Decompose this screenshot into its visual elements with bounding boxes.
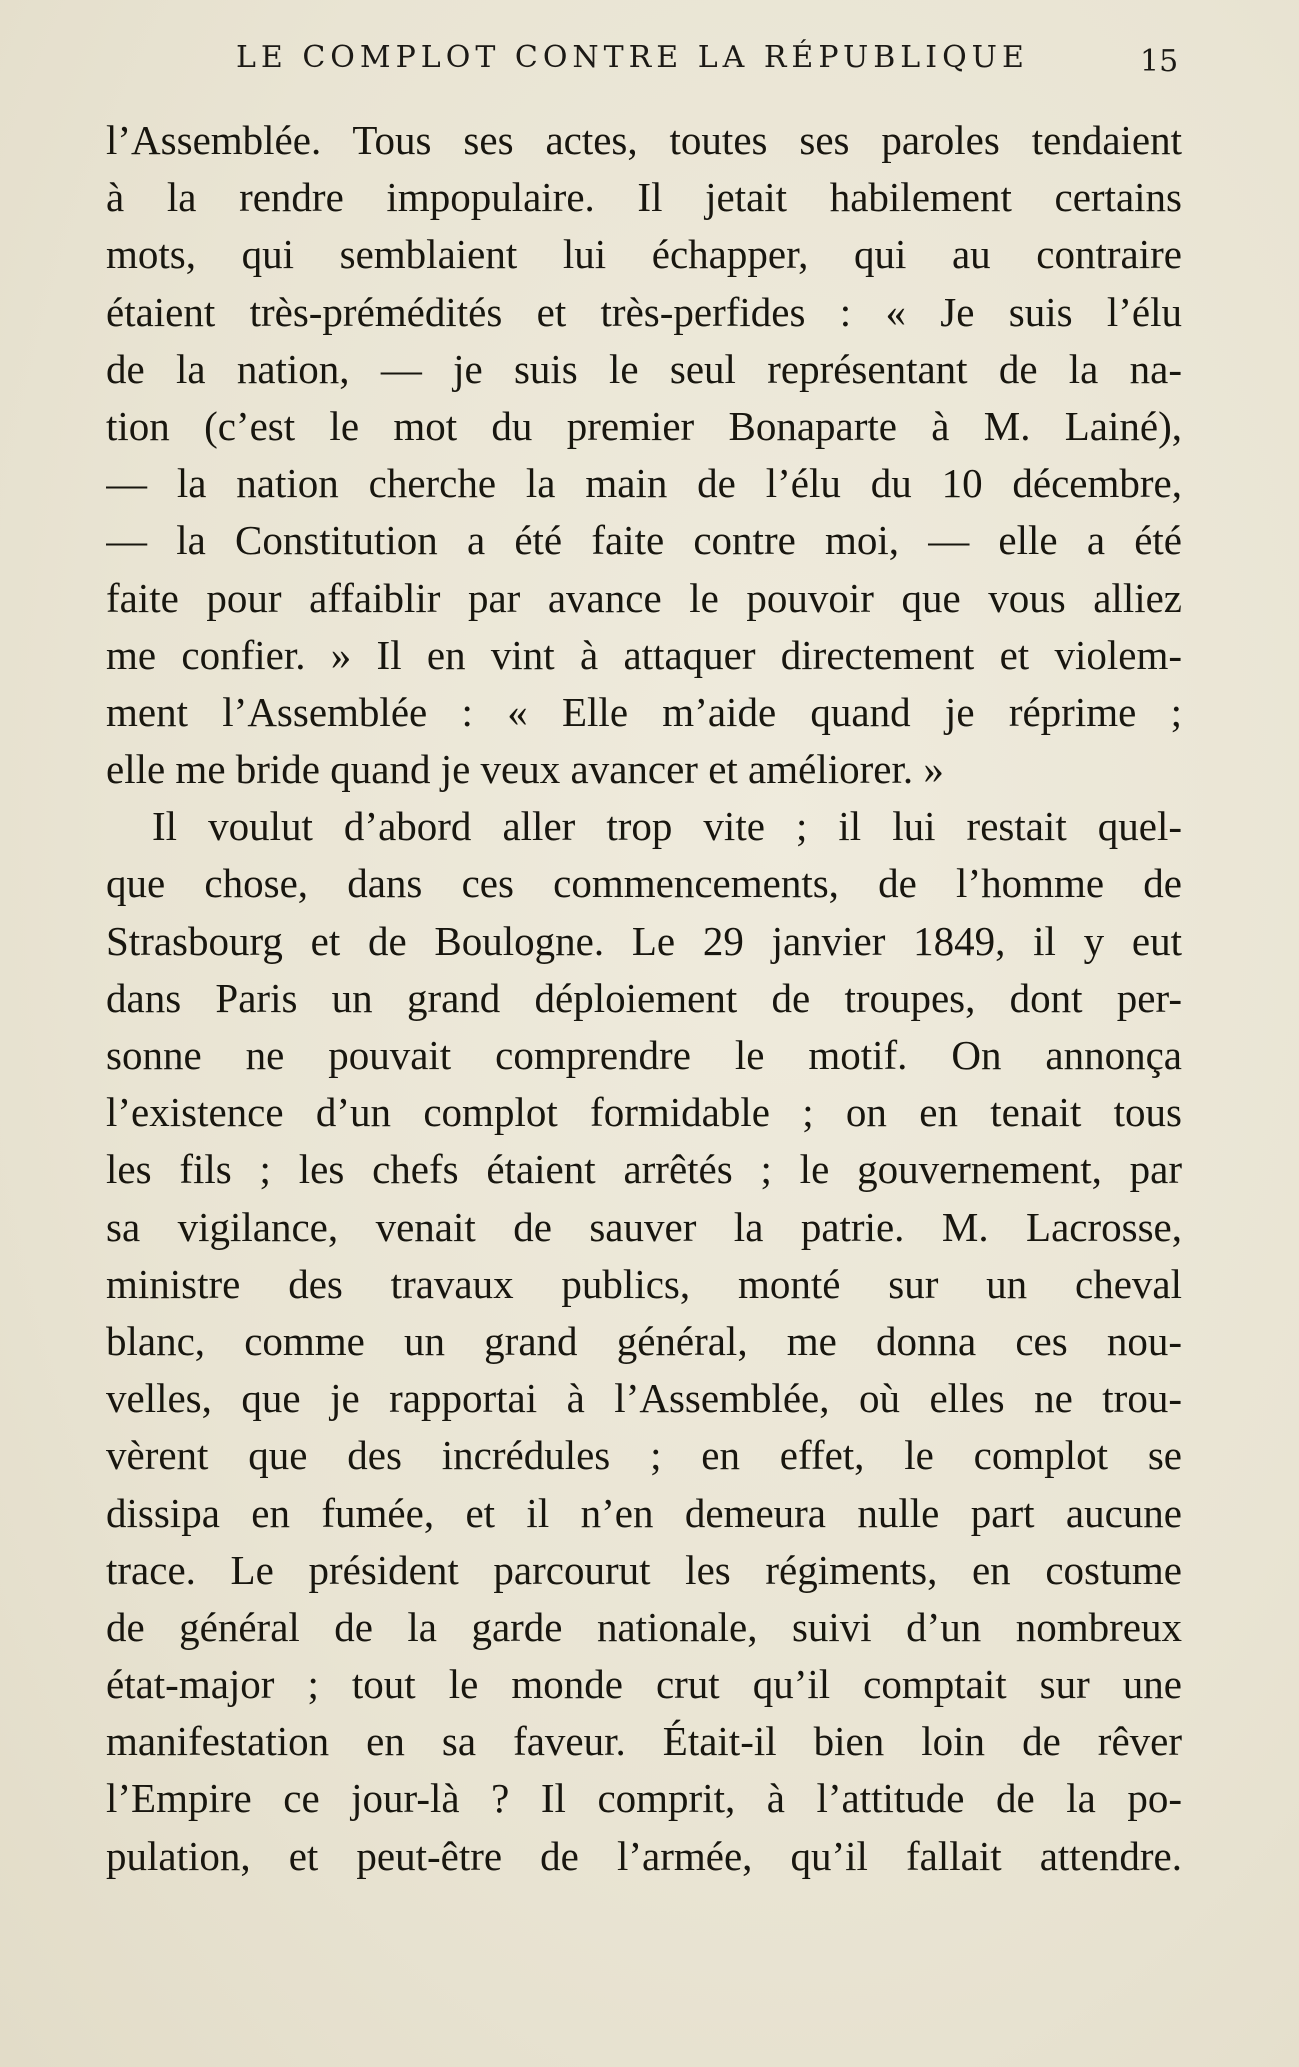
running-title: LE COMPLOT CONTRE LA RÉPUBLIQUE [236,40,1029,75]
text-line: état-major ; tout le monde crut qu’il comptait sur une [106,1661,1182,1708]
text-line: sa vigilance, venait de sauver la patrie. M. Lacrosse, [106,1203,1182,1250]
text-line: dans Paris un grand déploiement de troupes, dont per- [106,974,1182,1021]
text-line: Strasbourg et de Boulogne. Le 29 janvier 1849, il y eut [106,917,1182,964]
text-line: de général de la garde nationale, suivi d’un nombreux [106,1603,1182,1650]
text-line: pulation, et peut-être de l’armée, qu’il fallait attendre. [106,1832,1182,1879]
paragraph-end-line: elle me bride quand je veux avancer et améliorer. » [106,746,944,793]
text-line: étaient très-prémédités et très-perfides : « Je suis l’élu [106,288,1182,335]
text-line: manifestation en sa faveur. Était-il bien loin de rêver [106,1718,1182,1765]
paragraph-first-line: Il voulut d’abord aller trop vite ; il lui restait quel- [152,803,1182,850]
text-line: — la Constitution a été faite contre moi, — elle a été [106,517,1182,564]
text-line: — la nation cherche la main de l’élu du 10 décembre, [106,460,1182,507]
text-line: sonne ne pouvait comprendre le motif. On annonça [106,1032,1182,1078]
text-line: faite pour affaiblir par avance le pouvoir que vous alliez [106,574,1182,621]
text-line: me confier. » Il en vint à attaquer directement et violem- [106,631,1182,678]
text-line: l’existence d’un complot formidable ; on en tenait tous [106,1089,1182,1136]
text-line: de la nation, — je suis le seul représentant de la na- [106,345,1182,392]
text-line: vèrent que des incrédules ; en effet, le complot se [106,1432,1182,1479]
text-line: blanc, comme un grand général, me donna ces nou- [106,1317,1182,1364]
text-line: les fils ; les chefs étaient arrêtés ; le gouvernement, par [106,1146,1182,1193]
text-line: ministre des travaux publics, monté sur un cheval [106,1260,1182,1307]
text-line: que chose, dans ces commencements, de l’homme de [106,860,1182,907]
text-line: l’Assemblée. Tous ses actes, toutes ses paroles tendaient [106,117,1182,163]
text-line: mots, qui semblaient lui échapper, qui au contraire [106,231,1182,278]
text-line: ment l’Assemblée : « Elle m’aide quand je réprime ; [106,688,1182,735]
text-line: dissipa en fumée, et il n’en demeura nulle part aucune [106,1489,1182,1536]
text-line: à la rendre impopulaire. Il jetait habilement certains [106,174,1182,221]
running-head [0,40,1299,90]
text-line: tion (c’est le mot du premier Bonaparte à M. Lainé), [106,402,1182,449]
text-line: velles, que je rapportai à l’Assemblée, où elles ne trou- [106,1375,1182,1422]
body-text [106,112,1182,1885]
page-number: 15 [1140,44,1179,79]
text-line: trace. Le président parcourut les régiments, en costume [106,1546,1182,1593]
text-line: l’Empire ce jour-là ? Il comprit, à l’attitude de la po- [106,1775,1182,1822]
